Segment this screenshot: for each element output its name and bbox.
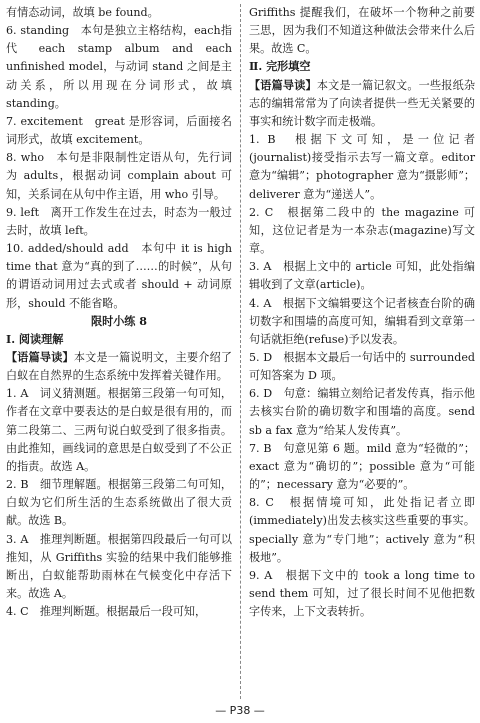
guide-text: 本文是一篇记叙文。一些报纸杂志的编辑常常为了向读者提供一些无关紧要的事实和统计数字而走极端。 <box>249 78 475 128</box>
cloze-answer-6: 6. D 句意：编辑立刻给记者发传真，指示他去核实台阶的确切数字和围墙的高度。send sb a fax 意为“给某人发传真”。 <box>249 387 475 437</box>
cloze-answer-2: 2. C 根据第二段中的 the magazine 可知，这位记者是为一本杂志(magazine)写文章。 <box>249 205 475 256</box>
section-reading-heading: Ⅰ. 阅读理解 <box>6 332 64 346</box>
practice-title: 限时小练 8 <box>91 314 147 328</box>
cloze-answer-1: 1. B 根据下文可知，是一位记者(journalist)接受指示去写一篇文章。editor 意为“编辑”；photographer 意为“摄影师”；deliverer 意为“递送人”。 <box>249 133 475 201</box>
guide-text: 本文是一篇说明文，主要介绍了白蚁在自然界的生态系统中发挥着关键作用。 <box>6 350 232 383</box>
answer-8: 8. who 本句是非限制性定语从句，先行词为 adults，根据动词 complain about 可知，关系词在从句中作主语，用 who 引导。 <box>6 151 232 201</box>
section-cloze-heading: Ⅱ. 完形填空 <box>249 60 311 74</box>
right-column <box>249 4 475 621</box>
cloze-answer-5: 5. D 根据本文最后一句话中的 surrounded 可知答案为 D 项。 <box>249 350 475 383</box>
cloze-answer-4: 4. A 根据下文编辑要这个记者核查台阶的确切数字和围墙的高度可知，编辑看到文章第一句话就拒绝(refuse)予以发表。 <box>249 296 475 346</box>
guide-label: 【语篇导读】 <box>249 78 317 92</box>
reading-answer-1: 1. A 词义猜测题。根据第三段第一句可知，作者在文章中要表达的是白蚁是很有用的，而第二段第二、三两句说白蚁受到了很多指责。由此推知，画线词的意思是白蚁受到了不公正的指责。故选 A。 <box>6 387 232 473</box>
reading-answer-4: 4. C 推理判断题。根据最后一段可知， <box>6 605 207 619</box>
reading-answer-3: 3. A 推理判断题。根据第四段最后一句可以推知，从 Griffiths 实验的结果中我们能够推断出，白蚁能帮助雨林在气候变化中存活下来。故选 A。 <box>6 532 232 600</box>
answer-7: 7. excitement great 是形容词，后面接名词形式，故填 excitement。 <box>6 114 232 147</box>
answer-6: 6. standing 本句是独立主格结构，each指代 each stamp album and each unfinished model，与动词 stand 之间是主动关系，所以用现在分词形式，故填 standing。 <box>6 24 232 110</box>
cloze-answer-7: 7. B 句意见第 6 题。mild 意为“轻微的”；exact 意为“确切的”；possible 意为“可能的”；necessary 意为“必要的”。 <box>249 441 475 492</box>
cloze-answer-9: 9. A 根据下文中的 took a long time to send them 可知，过了很长时间不见他把数字传来，上下文表转折。 <box>249 568 475 619</box>
cloze-answer-8: 8. C 根据情境可知，此处指记者立即(immediately)出发去核实这些重要的事实。specially 意为“专门地”；actively 意为“积极地”。 <box>249 496 475 564</box>
left-column <box>6 4 232 621</box>
reading-answer-4-tail: Griffiths 提醒我们，在破坏一个物种之前要三思，因为我们不知道这种做法会带来什么后果。故选 C。 <box>249 6 475 56</box>
guide-label: 【语篇导读】 <box>6 350 74 364</box>
reading-guide <box>6 349 232 385</box>
reading-answer-2: 2. B 细节理解题。根据第三段第二句可知，白蚁为它们所生活的生态系统做出了很大贡献。故选 B。 <box>6 478 232 528</box>
column-divider <box>240 4 241 699</box>
answer-9: 9. left 离开工作发生在过去，时态为一般过去时，故填 left。 <box>6 205 232 237</box>
answer-10: 10. added/should add 本句中 it is high time that 意为“真的到了……的时候”，从句的谓语动词用过去式或者 should + 动词原形，should 不能省略。 <box>6 242 232 310</box>
cloze-answer-3: 3. A 根据上文中的 article 可知，此处指编辑收到了文章(article)。 <box>249 260 475 292</box>
cloze-guide <box>249 77 475 131</box>
page-number: — P38 — <box>215 704 265 717</box>
answer-5-tail: 有情态动词，故填 be found。 <box>6 6 159 19</box>
